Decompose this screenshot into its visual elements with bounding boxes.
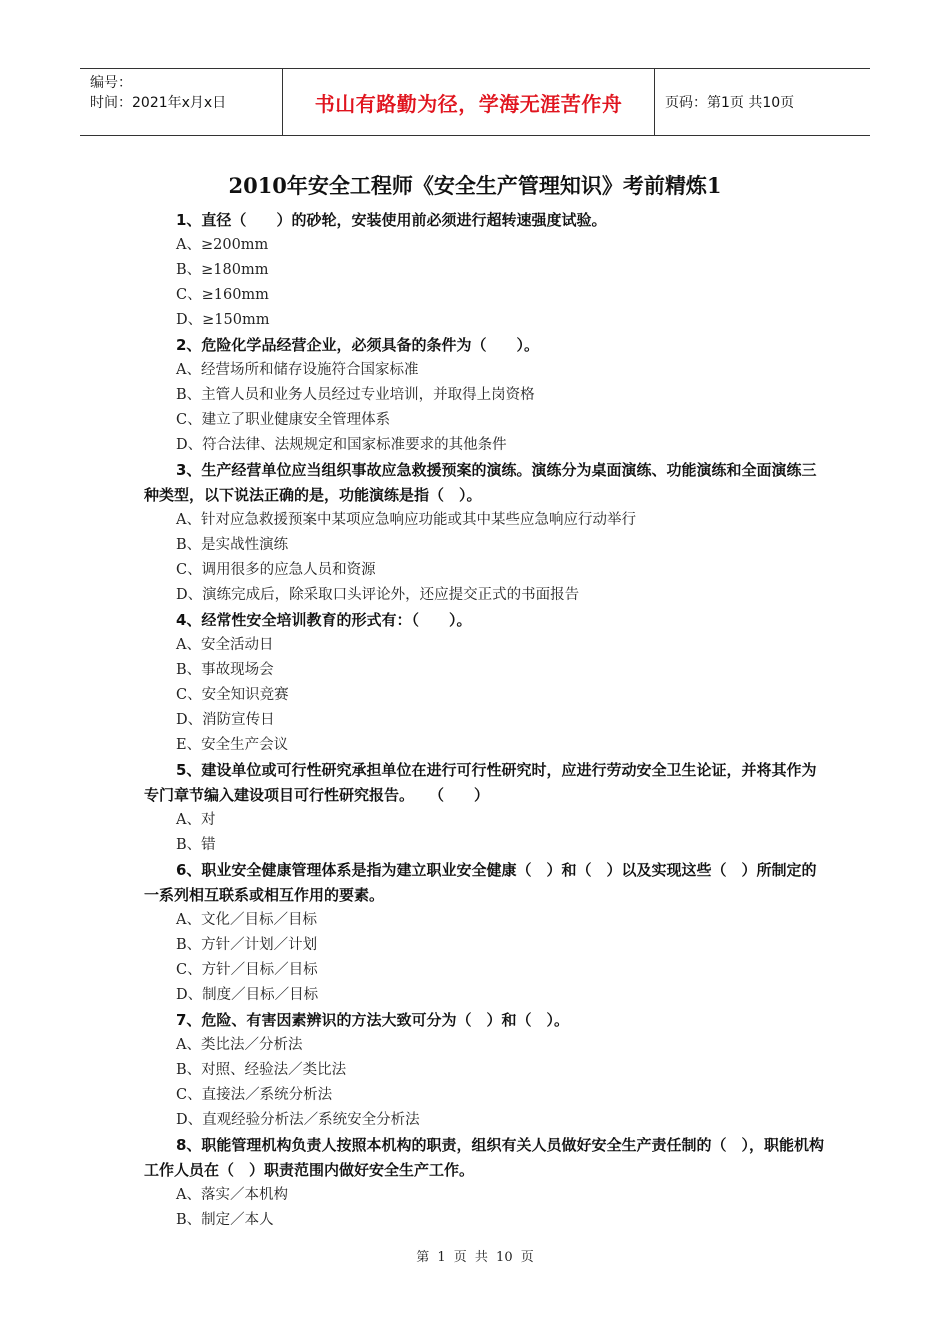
answer-option: D、≥150mm xyxy=(176,312,270,328)
question-text: 3、生产经营单位应当组织事故应急救援预案的演练。演练分为桌面演练、功能演练和全面演练三种类型，以下说法正确的是，功能演练是指（ ）。 xyxy=(144,461,817,504)
answer-option: A、经营场所和储存设施符合国家标准 xyxy=(176,362,419,378)
document-header xyxy=(80,68,870,136)
answer-option: C、直接法／系统分析法 xyxy=(176,1087,333,1103)
answer-option: B、方针／计划／计划 xyxy=(176,937,318,953)
answer-option: C、方针／目标／目标 xyxy=(176,962,318,978)
number-label: 编号： xyxy=(90,75,132,91)
date-label: 时间：2021年x月x日 xyxy=(90,95,227,111)
answer-option: C、建立了职业健康安全管理体系 xyxy=(176,412,391,428)
question-text: 2、危险化学品经营企业，必须具备的条件为（ ）。 xyxy=(176,336,539,354)
answer-option: B、制定／本人 xyxy=(176,1212,274,1228)
answer-option: D、演练完成后，除采取口头评论外，还应提交正式的书面报告 xyxy=(176,587,580,603)
answer-option: B、≥180mm xyxy=(176,262,269,278)
answer-option: C、调用很多的应急人员和资源 xyxy=(176,562,376,578)
answer-option: E、安全生产会议 xyxy=(176,737,289,753)
question-text: 5、建设单位或可行性研究承担单位在进行可行性研究时，应进行劳动安全卫生论证，并将其作为专门章节编入建设项目可行性研究报告。 （ ） xyxy=(144,761,817,804)
answer-option: A、安全活动日 xyxy=(176,637,274,653)
answer-option: D、直观经验分析法／系统安全分析法 xyxy=(176,1112,420,1128)
question-text: 6、职业安全健康管理体系是指为建立职业安全健康（ ）和（ ）以及实现这些（ ）所制定的一系列相互联系或相互作用的要素。 xyxy=(144,861,817,904)
answer-option: D、符合法律、法规规定和国家标准要求的其他条件 xyxy=(176,437,507,453)
header-page-info: 页码：第1页 共10页 xyxy=(665,95,795,111)
answer-option: A、对 xyxy=(176,812,216,828)
question-text: 4、经常性安全培训教育的形式有：（ ）。 xyxy=(176,611,472,629)
answer-option: D、制度／目标／目标 xyxy=(176,987,319,1003)
answer-option: A、落实／本机构 xyxy=(176,1187,288,1203)
answer-option: B、是实战性演练 xyxy=(176,537,289,553)
header-meta xyxy=(80,69,282,135)
answer-option: A、≥200mm xyxy=(176,237,269,253)
page-footer: 第 1 页 共 10 页 xyxy=(416,1250,534,1265)
question-list xyxy=(144,208,824,1233)
question-text: 7、危险、有害因素辨识的方法大致可分为（ ）和（ ）。 xyxy=(176,1011,569,1029)
answer-option: A、针对应急救援预案中某项应急响应功能或其中某些应急响应行动举行 xyxy=(176,512,636,528)
header-motto: 书山有路勤为径，学海无涯苦作舟 xyxy=(282,69,655,135)
question-text: 1、直径（ ）的砂轮，安装使用前必须进行超转速强度试验。 xyxy=(176,211,607,229)
answer-option: B、事故现场会 xyxy=(176,662,274,678)
answer-option: B、错 xyxy=(176,837,216,853)
answer-option: C、安全知识竞赛 xyxy=(176,687,289,703)
answer-option: A、文化／目标／目标 xyxy=(176,912,317,928)
document-title: 2010年安全工程师《安全生产管理知识》考前精炼1 xyxy=(228,173,722,198)
answer-option: B、对照、经验法／类比法 xyxy=(176,1062,347,1078)
answer-option: D、消防宣传日 xyxy=(176,712,275,728)
answer-option: C、≥160mm xyxy=(176,287,269,303)
answer-option: A、类比法／分析法 xyxy=(176,1037,303,1053)
answer-option: B、主管人员和业务人员经过专业培训，并取得上岗资格 xyxy=(176,387,535,403)
question-text: 8、职能管理机构负责人按照本机构的职责，组织有关人员做好安全生产责任制的（ ），职能机构工作人员在（ ）职责范围内做好安全生产工作。 xyxy=(144,1136,824,1179)
